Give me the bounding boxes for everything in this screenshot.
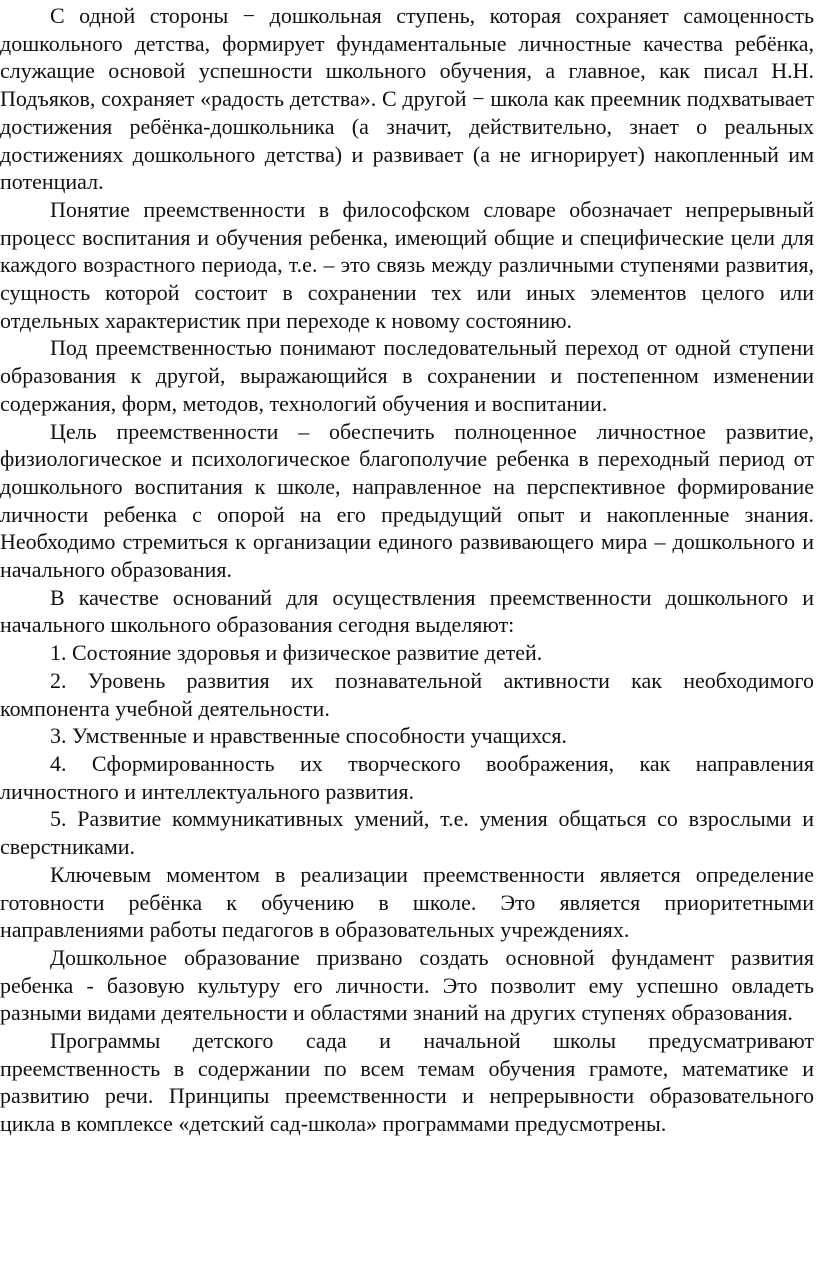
list-item-creative-imagination: 4. Сформированность их творческого воображения, как направления личностного и интеллектуального развития. [0,750,814,804]
paragraph-continuity-goal: Цель преемственности – обеспечить полноценное личностное развитие, физиологическое и психологическое благополучие ребенка в переходный период от дошкольного воспитания к школе, направленное на перспективное формирование личности ребенка с опорой на его предыдущий опыт и накопленные знания. Необходимо стремиться к организации единого развивающего мира – дошкольного и начального образования. [0,418,814,583]
list-item-mental-moral-abilities: 3. Умственные и нравственные способности учащихся. [50,723,567,749]
paragraph-school-readiness: Ключевым моментом в реализации преемственности является определение готовности ребёнка к обучению в школе. Это является приоритетными направлениями работы педагогов в образовательных учреждениях. [0,861,814,943]
paragraph-continuity-definition: Понятие преемственности в философском словаре обозначает непрерывный процесс воспитания и обучения ребенка, имеющий общие и специфические цели для каждого возрастного периода, т.е. – это связь между различными ступенями развития, сущность которой состоит в сохранении тех или иных элементов целого или отдельных характеристик при переходе к новому состоянию. [0,196,814,333]
paragraph-programs-continuity: Программы детского сада и начальной школы предусматривают преемственность в содержании по всем темам обучения грамоте, математике и развитию речи. Принципы преемственности и непрерывности образовательного цикла в комплексе «детский сад-школа» программами предусмотрены. [0,1028,814,1137]
list-item-health: 1. Состояние здоровья и физическое развитие детей. [50,640,543,666]
paragraph-foundations-intro: В качестве оснований для осуществления преемственности дошкольного и начального школьного образования сегодня выделяют: [0,584,814,638]
paragraph-intro-both-sides: С одной стороны − дошкольная ступень, которая сохраняет самоценность дошкольного детства, формирует фундаментальные личностные качества ребёнка, служащие основой успешности школьного обучения, а главное, как писал Н.Н. Подъяков, сохраняет «радость детства». С другой − школа как преемник подхватывает достижения ребёнка-дошкольника (а значит, действительно, знает о реальных достижениях дошкольного детства) и развивает (а не игнорирует) накопленный им потенциал. [0,3,814,195]
list-item-cognitive-activity: 2. Уровень развития их познавательной активности как необходимого компонента учебной деятельности. [0,667,814,721]
paragraph-continuity-understanding: Под преемственностью понимают последовательный переход от одной ступени образования к другой, выражающийся в сохранении и постепенном изменении содержания, форм, методов, технологий обучения и воспитании. [0,335,814,416]
list-item-communication-skills: 5. Развитие коммуникативных умений, т.е. умения общаться со взрослыми и сверстниками. [0,806,814,860]
document-page [0,2,814,1138]
paragraph-preschool-foundation: Дошкольное образование призвано создать основной фундамент развития ребенка - базовую культуру его личности. Это позволит ему успешно овладеть разными видами деятельности и областями знаний на других ступенях образования. [0,944,814,1026]
